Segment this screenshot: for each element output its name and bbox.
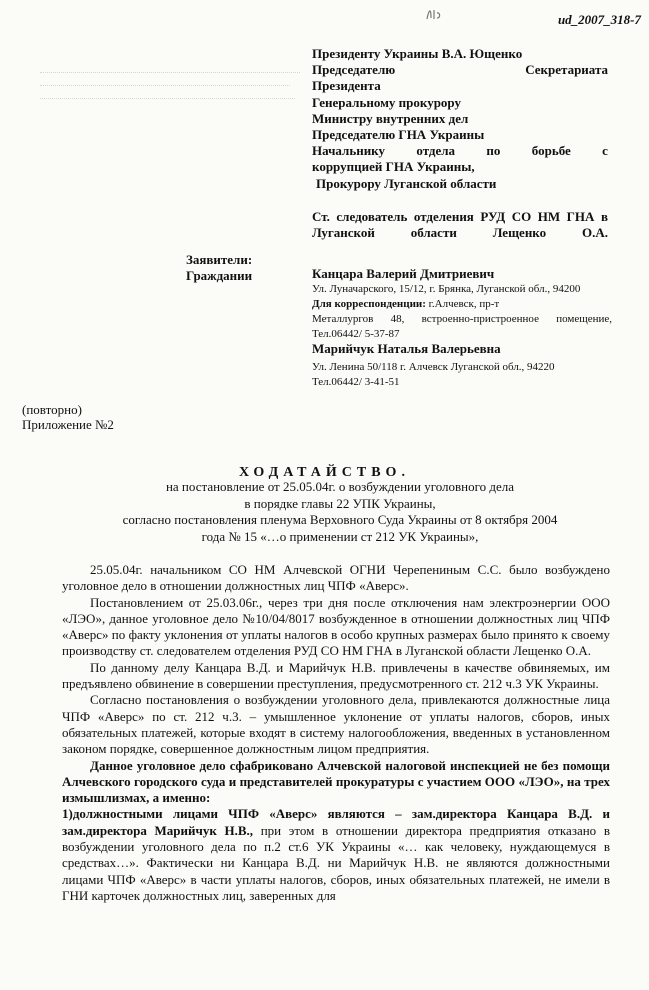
- body-paragraph: По данному делу Канцара В.Д. и Марийчук Н.В. привлечены в качестве обвиняемых, им предъявлено обвинение в совершении преступления, предусмотренного ст. 212 ч.3 УК Украины.: [62, 659, 610, 692]
- addressee-line: Председателю Секретариата: [312, 62, 608, 78]
- subtitle-line: согласно постановления пленума Верховного Суда Украины от 8 октября 2004: [122, 512, 558, 527]
- addressee-line: Начальнику отдела по борьбе с: [312, 143, 608, 159]
- document-id: ud_2007_318-7: [557, 12, 641, 27]
- applicants-label: Заявители:: [186, 252, 253, 267]
- subtitle-line: в порядке главы 22 УПК Украины,: [244, 495, 436, 511]
- applicant-1-name: Канцара Валерий Дмитриевич: [312, 266, 495, 281]
- point-1-lead: 1)должностными лицами ЧПФ «Аверс» являются – зам.директора Канцара В.Д. и зам.директора Марийчук Н.В.,: [62, 806, 610, 838]
- repeat-note: (повторно): [22, 402, 82, 417]
- investigator-line: Ст. следователь отделения РУД СО НМ ГНА в Луганской области Лещенко О.А.: [312, 208, 608, 241]
- addressee-line: коррупцией ГНА Украины,: [312, 159, 475, 175]
- body-paragraph: 25.05.04г. начальником СО НМ Алчевской ОГНИ Черепениным С.С. было возбуждено уголовное дело в отношении должностных лиц ЧПФ «Аверс».: [62, 562, 610, 594]
- applicant-1-address-cont: Металлургов 48, встроенно-пристроенное помещение, Тел.06442/ 5-37-87: [312, 313, 612, 340]
- addressee-line: Прокурору Луганской области: [316, 175, 497, 191]
- citizens-label: Граждании: [186, 268, 253, 283]
- handwritten-mark-icon: [425, 6, 445, 22]
- addressee-block: [312, 46, 608, 241]
- attachment-note: Приложение №2: [22, 417, 114, 432]
- addressee-line: Президента: [312, 78, 381, 94]
- document-title: ХОДАТАЙСТВО.: [239, 465, 410, 480]
- addressee-line: Генеральному прокурору: [312, 94, 461, 110]
- applicant-1-correspondence: Для корреспонденции: г.Алчевск, пр-т: [312, 298, 500, 310]
- point-1-paragraph: [62, 806, 610, 904]
- document-subtitle: [80, 479, 600, 545]
- addressee-line: Президенту Украины В.А. Ющенко: [312, 46, 523, 61]
- body-paragraph: Согласно постановления о возбуждении уголовного дела, привлекаются должностные лица ЧПФ «Аверс» по ст. 212 ч.3. – умышленное уклонение от уплаты налогов, сборов, иных обязательных платежей, которые входят в систему налогообложения, введенных в установленном законом порядке, совершенное должностным лицом предприятия.: [62, 692, 610, 757]
- applicant-2: [312, 341, 612, 390]
- body-paragraph: Постановлением от 25.03.06г., через три дня после отключения нам электроэнергии ООО «ЛЭО», данное уголовное дело №10/04/8017 возбужденное в отношении должностных лиц ЧПФ «Аверс» по факту уклонения от уплаты налогов в особо крупных размерах было принято к своему производству ст. следователем отделения РУД СО НМ ГНА в Луганской области Лещенко О.А.: [62, 594, 610, 659]
- addressee-line: Министру внутренних дел: [312, 110, 469, 126]
- body-bold-paragraph: Данное уголовное дело сфабриковано Алчевской налоговой инспекцией не без помощи Алчевского городского суда и представителей прокуратуры с участием ООО «ЛЭО», на трех измышлизмах, а именно:: [62, 757, 610, 806]
- applicant-2-phone: Тел.06442/ 3-41-51: [312, 376, 400, 388]
- applicant-2-name: Марийчук Наталья Валерьевна: [312, 341, 501, 356]
- addressee-line: Председателю ГНА Украины: [312, 127, 485, 143]
- point-1-text: при этом в отношении директора предприятия отказано в возбуждении уголовного дела по п.2 ст.6 УК Украины «… как человеку, нуждающемуся в средствах…». Фактически ни Канцара В.Д. ни Марийчук Н.В. не являются должностными лицами ЧПФ «Аверс» в части уплаты налогов, сборов, иных обязательных платежей, не имели в ГНИ карточек должностных лиц, заверенных для: [62, 822, 610, 903]
- subtitle-line: года № 15 «…о применении ст 212 УК Украины»,: [201, 528, 479, 544]
- subtitle-line: на постановление от 25.05.04г. о возбуждении уголовного дела: [165, 479, 515, 494]
- applicant-1: [312, 266, 612, 342]
- applicant-2-address: Ул. Ленина 50/118 г. Алчевск Луганской обл., 94220: [312, 361, 555, 373]
- document-body: [62, 562, 610, 904]
- applicant-1-address: Ул. Луначарского, 15/12, г. Брянка, Луганской обл., 94200: [312, 283, 581, 295]
